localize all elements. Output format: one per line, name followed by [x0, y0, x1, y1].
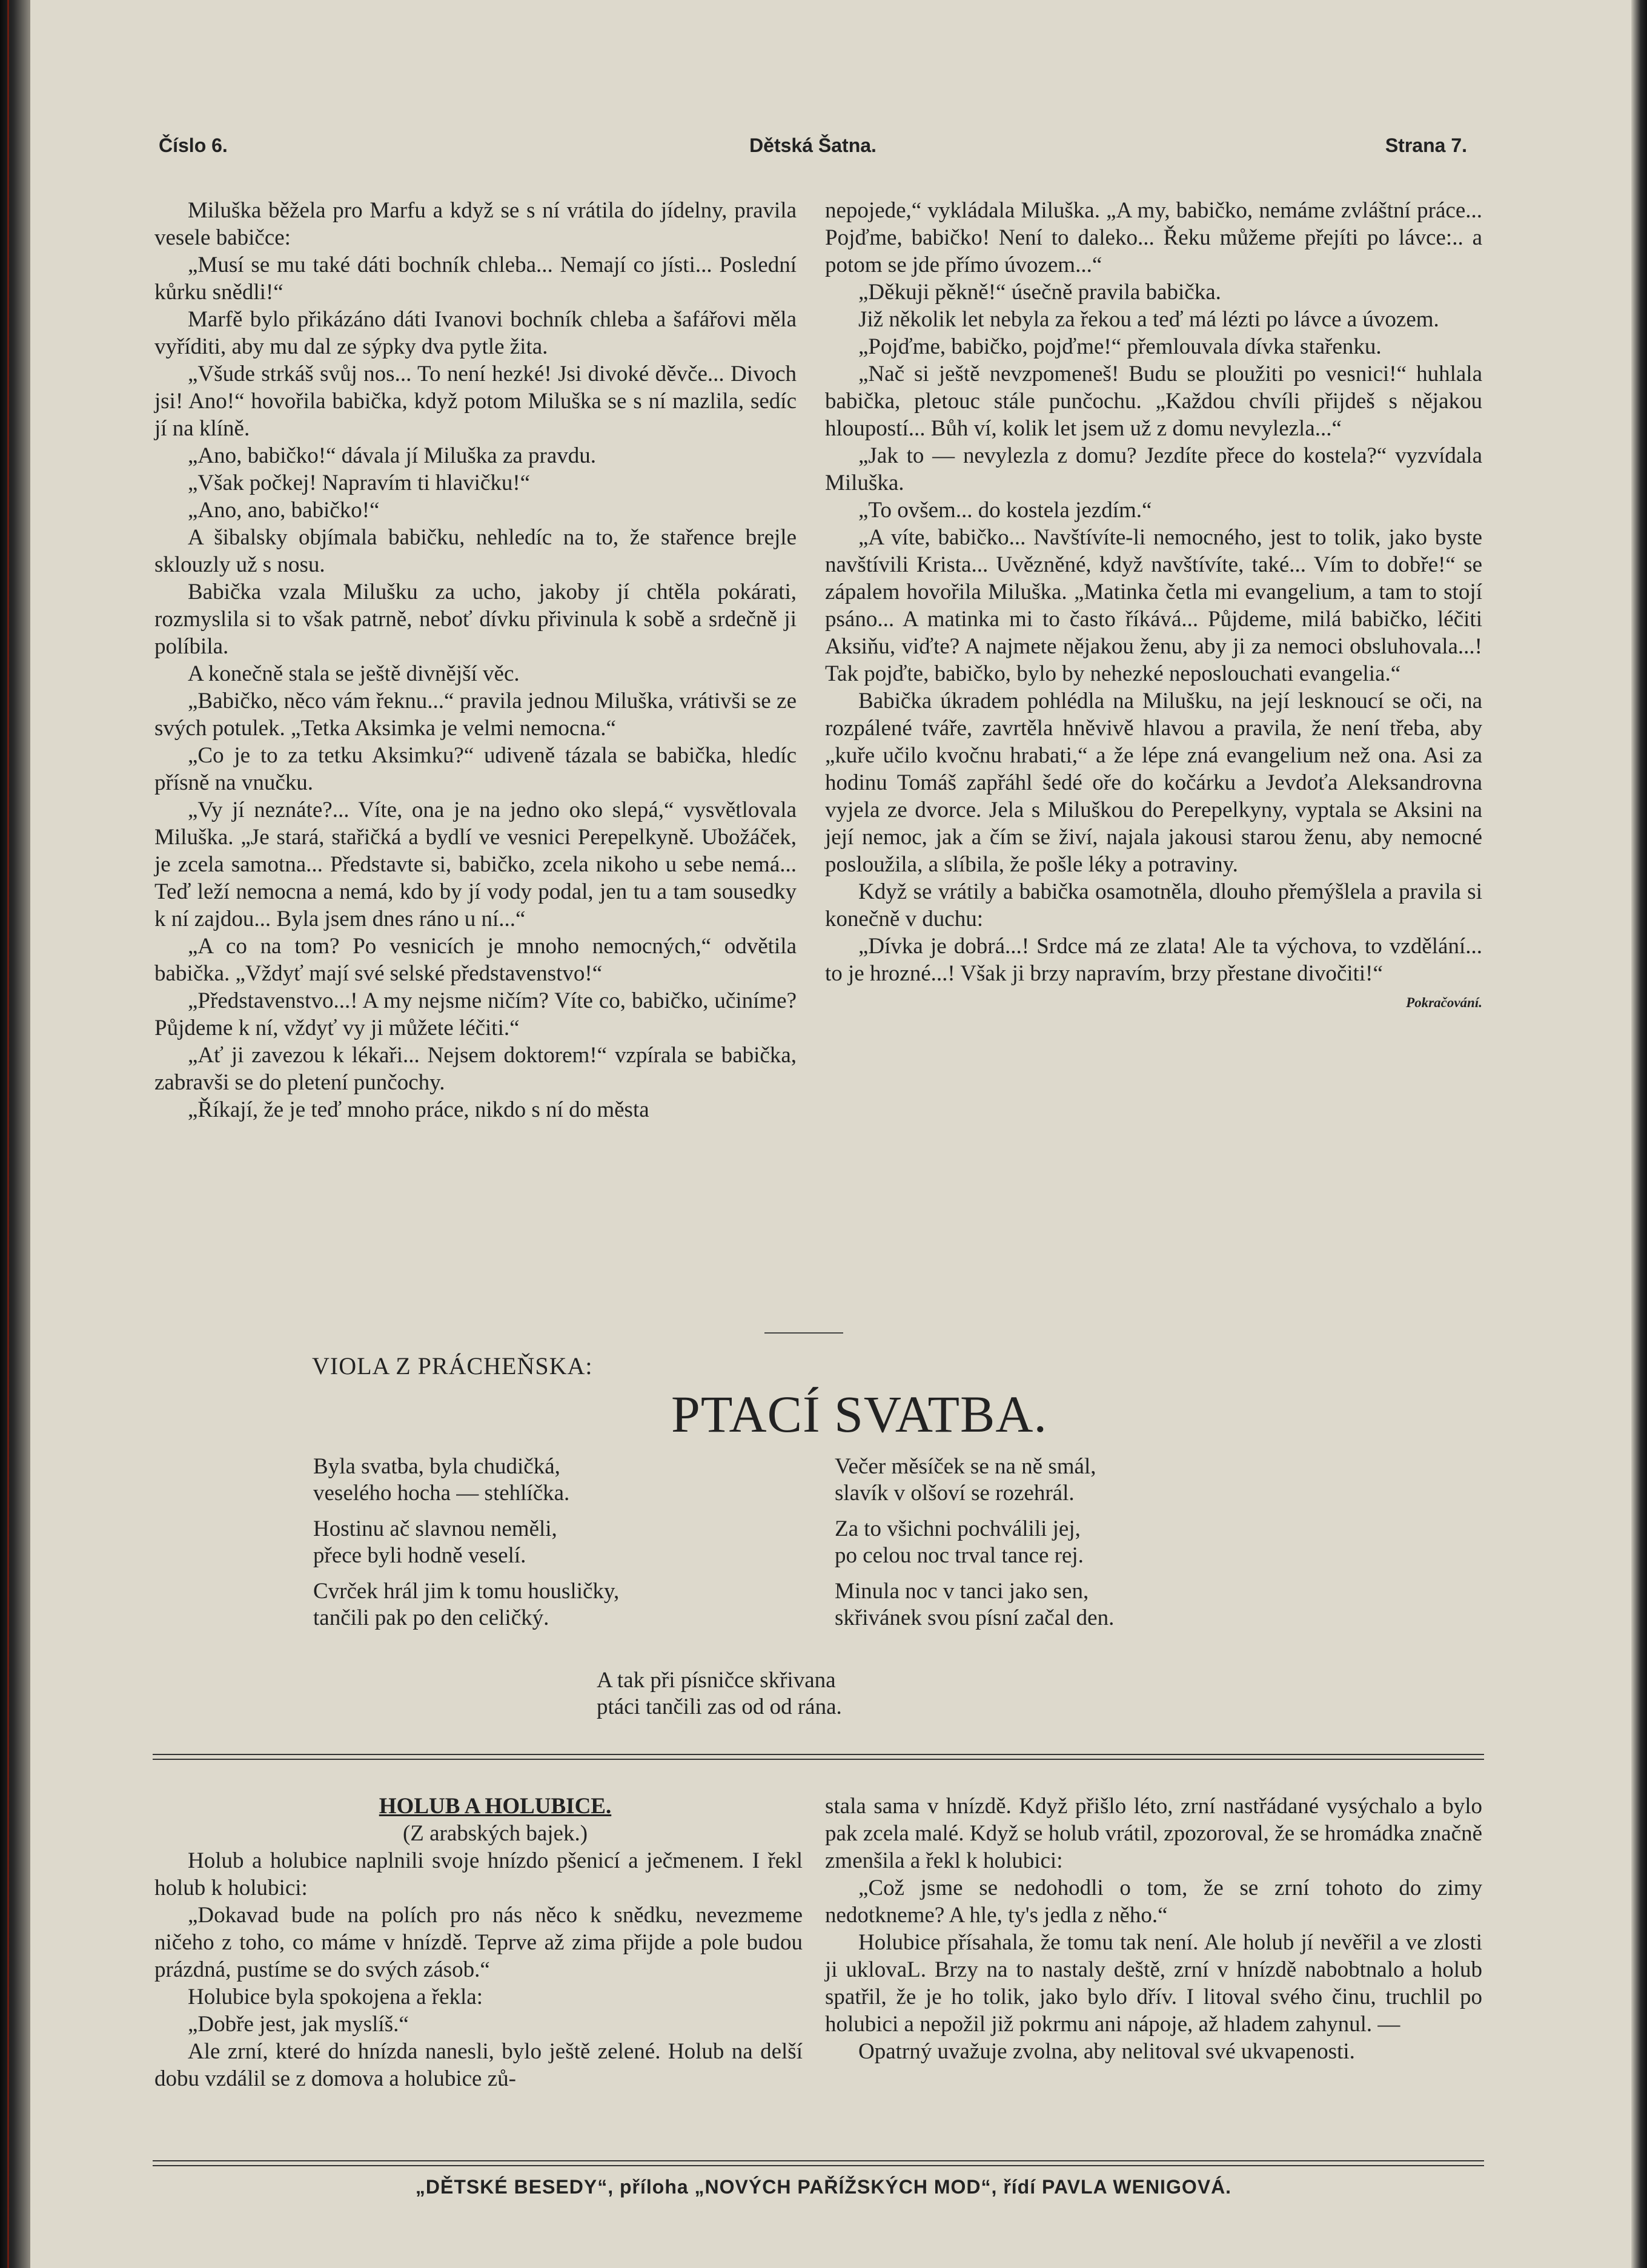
poem-stanza-final	[597, 1667, 842, 1721]
poem-line: tančili pak po den celičký.	[313, 1605, 549, 1630]
paragraph: „Což jsme se nedohodli o tom, že se zrní tohoto do zimy nedotkneme? A hle, ty's jedla z něho.“	[825, 1876, 1482, 1928]
paragraph: Již několik let nebyla za řekou a teď má lézti po lávce a úvozem.	[858, 307, 1439, 332]
paragraph: „Pojďme, babičko, pojďme!“ přemlouvala dívka stařenku.	[858, 334, 1382, 359]
continued-note: Pokračování.	[1406, 995, 1482, 1010]
paragraph: „Všude strkáš svůj nos... To není hezké! Jsi divoké děvče... Divoch jsi! Ano!“ hovořila babička, když potom Miluška se s ní mazlila, sedíc jí na klíně.	[154, 362, 797, 441]
fable-column-right	[825, 1793, 1482, 2065]
paragraph: „To ovšem... do kostela jezdím.“	[858, 498, 1152, 523]
page-right-edge	[1631, 0, 1647, 2268]
paragraph: A konečně stala se ještě divnější věc.	[188, 661, 520, 686]
paragraph: „Nač si ještě nevzpomeneš! Budu se ploužiti po vesnici!“ huhlala babička, pletouc stále punčochu. „Každou chvíli přijdeš s nějakou hloupostí... Bůh ví, kolik let jsem už z domu nevylezla...“	[825, 362, 1482, 441]
story-column-right	[825, 197, 1482, 1015]
poem-line: Hostinu ač slavnou neměli,	[313, 1516, 557, 1541]
paragraph: „Děkuji pěkně!“ úsečně pravila babička.	[858, 280, 1221, 305]
paragraph: „Však počkej! Napravím ti hlavičku!“	[188, 471, 531, 495]
fable-subtitle: (Z arabských bajek.)	[402, 1821, 588, 1846]
paragraph: Marfě bylo přikázáno dáti Ivanovi bochník chleba a šafářovi měla vyříditi, aby mu dal ze sýpky dva pytle žita.	[154, 307, 797, 359]
paragraph: Babička úkradem pohlédla na Milušku, na její lesknoucí se oči, na rozpálené tváře, zavrtěla hněvivě hlavou a pravila, že není třeba, aby „kuře učilo kvočnu hrabati,“ a že lépe zná evangelium než ona. Asi za hodinu Tomáš zapřáhl šedé oře do kočárku a Jevdoťa Aleksandrovna vyjela ze dvorce. Jela s Miluškou do Perepelkyny, vyptala se Aksini na její nemoc, jak a čím se živí, najala jakousi starou ženu, aby nemocné posloužila, a slíbila, že pošle léky a potraviny.	[825, 689, 1482, 877]
poem-line: Cvrček hrál jim k tomu housličky,	[313, 1579, 620, 1604]
poem-line: Za to všichni pochválili jej,	[835, 1516, 1081, 1541]
poem-author: VIOLA Z PRÁCHEŇSKA:	[312, 1352, 593, 1380]
paragraph: Opatrný uvažuje zvolna, aby nelitoval své ukvapenosti.	[858, 2039, 1355, 2064]
section-rule	[153, 1754, 1484, 1760]
poem-stanza	[313, 1453, 569, 1507]
paragraph: „A víte, babičko... Navštívíte-li nemocného, jest to tolik, jako byste navštívili Krista... Uvězněné, když navštívíte, také... Vím to dobře!“ se zápalem hovořila Miluška. „Matinka četla mi evangelium, a tam to stojí psáno... A matinka mi to často říkává... Půjdeme, milá babičko, léčiti Aksiňu, viďte? A najmete nějakou ženu, aby ji za nemoci obsluhovala...! Tak pojďte, babičko, bylo by nehezké neposlouchati evangelia.“	[825, 525, 1482, 686]
poem-stanza	[835, 1516, 1084, 1569]
section-divider	[764, 1332, 843, 1334]
paragraph: Babička vzala Milušku za ucho, jakoby jí chtěla pokárati, rozmyslila si to však patrně, neboť dívku přivinula k sobě a srdečně ji políbila.	[154, 580, 797, 659]
paragraph: „Dobře jest, jak myslíš.“	[188, 2012, 409, 2037]
paragraph: „Ano, ano, babičko!“	[188, 498, 380, 523]
publication-title: Dětská Šatna.	[749, 134, 877, 156]
page-number: Strana 7.	[1385, 134, 1467, 156]
paragraph: „Co je to za tetku Aksimku?“ udiveně tázala se babička, hledíc přísně na vnučku.	[154, 743, 797, 795]
paragraph: Když se vrátily a babička osamotněla, dlouho přemýšlela a pravila si konečně v duchu:	[825, 879, 1482, 931]
paragraph: „A co na tom? Po vesnicích je mnoho nemocných,“ odvětila babička. „Vždyť mají své selské představenstvo!“	[154, 934, 797, 986]
paragraph: Holubice přísahala, že tomu tak není. Ale holub jí nevěřil a ve zlosti ji uklovaL. Brzy na to nastaly deště, zrní v hnízdě nabobtnalo a holub spatřil, že je ho tolik, jako bylo dřív. I litoval svého činu, truchlil po holubici a nepožil již pokrmu ani nápoje, až hladem zahynul. —	[825, 1930, 1482, 2037]
paragraph: „Říkají, že je teď mnoho práce, nikdo s ní do města	[188, 1097, 649, 1122]
poem-line: Minula noc v tanci jako sen,	[835, 1579, 1089, 1604]
poem-line: skřivánek svou písní začal den.	[835, 1605, 1115, 1630]
poem-line: Byla svatba, byla chudičká,	[313, 1454, 560, 1479]
poem-line: veselého hocha — stehlíčka.	[313, 1481, 570, 1506]
poem-line: ptáci tančili zas od od rána.	[597, 1694, 842, 1719]
poem-line: po celou noc trval tance rej.	[835, 1543, 1084, 1568]
poem-stanza	[313, 1578, 619, 1632]
paragraph: „Jak to — nevylezla z domu? Jezdíte přece do kostela?“ vyzvídala Miluška.	[825, 443, 1482, 495]
poem-title: PTACÍ SVATBA.	[671, 1385, 1048, 1443]
poem-line: Večer měsíček se na ně smál,	[835, 1454, 1096, 1479]
paragraph: „Dívka je dobrá...! Srdce má ze zlata! Ale ta výchova, to vzdělání... to je hrozné...! Však ji brzy napravím, brzy přestane divočiti!“	[825, 934, 1482, 986]
paragraph: A šibalsky objímala babičku, nehledíc na to, že stařence brejle sklouzly už s nosu.	[154, 525, 797, 577]
poem-line: přece byli hodně veselí.	[313, 1543, 526, 1568]
story-column-left	[154, 197, 797, 1123]
poem-stanza	[313, 1516, 557, 1569]
paragraph: Ale zrní, které do hnízda nanesli, bylo ještě zelené. Holub na delší dobu vzdálil se z domova a holubice zů-	[154, 2039, 803, 2091]
poem-stanza	[835, 1453, 1096, 1507]
paragraph: „Představenstvo...! A my nejsme ničím? Víte co, babičko, učiníme? Půjdeme k ní, vždyť vy ji můžete léčiti.“	[154, 988, 797, 1040]
poem-stanza	[835, 1578, 1114, 1632]
page-spine-shadow	[0, 0, 30, 2268]
paragraph: „Ať ji zavezou k lékaři... Nejsem doktorem!“ vzpírala se babička, zabravši se do pletení punčochy.	[154, 1043, 797, 1095]
issue-number: Číslo 6.	[159, 134, 228, 156]
paragraph: „Ano, babičko!“ dávala jí Miluška za pravdu.	[188, 443, 596, 468]
paragraph: Miluška běžela pro Marfu a když se s ní vrátila do jídelny, pravila vesele babičce:	[154, 198, 797, 250]
paragraph: „Dokavad bude na polích pro nás něco k snědku, nevezmeme ničeho z toho, co máme v hnízdě. Teprve až zima přijde a pole budou prázdná, pustíme se do svých zásob.“	[154, 1903, 803, 1982]
page-header	[159, 134, 1467, 159]
paragraph: „Vy jí neznáte?... Víte, ona je na jedno oko slepá,“ vysvětlovala Miluška. „Je stará, stařičká a bydlí ve vesnici Perepelkyně. Ubožáček, je zcela samotna... Představte si, babičko, zcela nikoho u sebe nemá... Teď leží nemocna a nemá, kdo by jí vody podal, jen tu a tam sousedky k ní zajdou... Byla jsem dnes ráno u ní...“	[154, 798, 797, 931]
paragraph: Holub a holubice naplnili svoje hnízdo pšenicí a ječmenem. I řekl holub k holubici:	[154, 1848, 803, 1900]
paragraph-continued: stala sama v hnízdě. Když přišlo léto, zrní nastřádané vysýchalo a bylo pak zcela malé. Když se holub vrátil, zpozoroval, že se hromádka značně zmenšila a řekl k holubici:	[825, 1794, 1482, 1873]
paragraph-continued: nepojede,“ vykládala Miluška. „A my, babičko, nemáme zvláštní práce... Pojďme, babičko! Není to daleko... Řeku můžeme přejíti po lávce:.. a potom se jde přímo úvozem...“	[825, 198, 1482, 277]
footer-rule	[153, 2160, 1484, 2166]
page-footer: „DĚTSKÉ BESEDY“, příloha „NOVÝCH PAŘÍŽSKÝCH MOD“, řídí PAVLA WENIGOVÁ.	[415, 2176, 1232, 2198]
paragraph: „Musí se mu také dáti bochník chleba... Nemají co jísti... Poslední kůrku snědli!“	[154, 253, 797, 305]
fable-title: HOLUB A HOLUBICE.	[379, 1794, 612, 1819]
binding-line	[7, 0, 9, 2268]
paragraph: „Babičko, něco vám řeknu...“ pravila jednou Miluška, vrátivši se ze svých potulek. „Tetka Aksimka je velmi nemocna.“	[154, 689, 797, 741]
paragraph: Holubice byla spokojena a řekla:	[188, 1985, 483, 2009]
fable-column-left	[154, 1793, 803, 2092]
poem-line: A tak při písničce skřivana	[597, 1668, 836, 1693]
poem-line: slavík v olšoví se rozehrál.	[835, 1481, 1075, 1506]
